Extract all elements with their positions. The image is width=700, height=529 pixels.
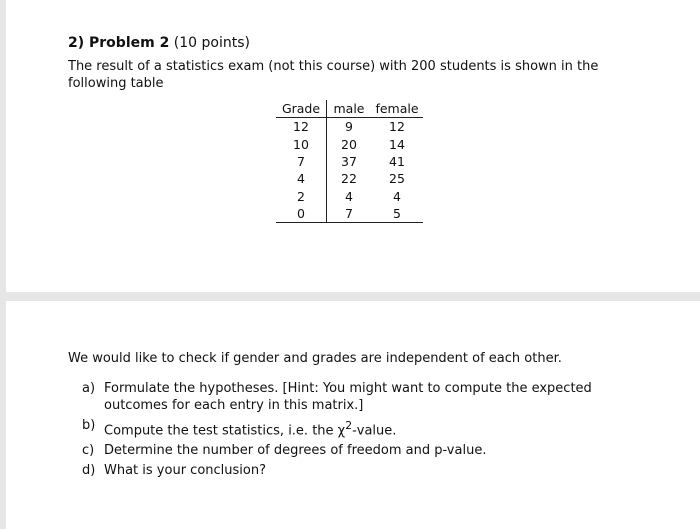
cell-grade: 4 xyxy=(276,170,327,187)
chi-symbol: χ xyxy=(337,423,346,439)
task-marker: d) xyxy=(82,463,96,479)
cell-female: 25 xyxy=(389,171,405,187)
problem-number: 2) Problem 2 xyxy=(68,35,170,51)
cell-male: 7 xyxy=(327,205,372,223)
cell-male: 20 xyxy=(341,136,357,152)
page-top xyxy=(6,0,700,292)
task-text-before: Compute the test statistics, i.e. the xyxy=(104,423,338,439)
cell-grade: 0 xyxy=(276,205,327,223)
grades-table xyxy=(276,100,423,223)
list-item xyxy=(82,380,642,414)
table-row xyxy=(276,205,423,223)
problem-intro: The result of a statistics exam (not this course) with 200 students is shown in the following table xyxy=(68,59,599,91)
table-row xyxy=(276,118,423,136)
page-bottom xyxy=(6,301,700,529)
table-row xyxy=(276,136,423,153)
task-marker: c) xyxy=(82,443,95,459)
cell-grade: 7 xyxy=(276,153,327,170)
header-female: female xyxy=(371,100,423,118)
chi-superscript: 2 xyxy=(345,419,353,432)
cell-male: 9 xyxy=(345,119,353,135)
table-header-row xyxy=(276,100,423,118)
task-text-after: -value. xyxy=(352,423,397,439)
problem-heading xyxy=(68,34,250,52)
cell-female: 5 xyxy=(371,205,423,223)
cell-female: 12 xyxy=(389,119,405,135)
list-item xyxy=(82,417,642,439)
cell-male: 37 xyxy=(341,154,357,170)
table-row xyxy=(276,170,423,187)
task-text: Determine the number of degrees of freedom and p-value. xyxy=(104,443,487,459)
header-grade: Grade xyxy=(276,100,327,118)
table-row xyxy=(276,153,423,170)
list-item xyxy=(82,442,642,459)
cell-grade: 10 xyxy=(276,136,327,153)
cell-grade: 12 xyxy=(276,118,327,136)
cell-female: 4 xyxy=(393,188,401,204)
cell-female: 14 xyxy=(389,136,405,152)
header-male: male xyxy=(327,100,372,118)
list-item xyxy=(82,462,642,479)
task-text: Formulate the hypotheses. [Hint: You might want to compute the expected outcomes for each entry in this matrix.] xyxy=(104,381,592,413)
cell-male: 4 xyxy=(345,188,353,204)
task-text: What is your conclusion? xyxy=(104,463,266,479)
cell-female: 41 xyxy=(389,154,405,170)
cell-male: 22 xyxy=(341,171,357,187)
task-text xyxy=(104,417,642,439)
table-row xyxy=(276,187,423,204)
task-marker: b) xyxy=(82,418,96,433)
cell-grade: 2 xyxy=(276,187,327,204)
task-marker: a) xyxy=(82,381,96,396)
question-text: We would like to check if gender and grades are independent of each other. xyxy=(68,351,562,366)
problem-points: (10 points) xyxy=(173,35,250,51)
task-list xyxy=(82,380,642,482)
